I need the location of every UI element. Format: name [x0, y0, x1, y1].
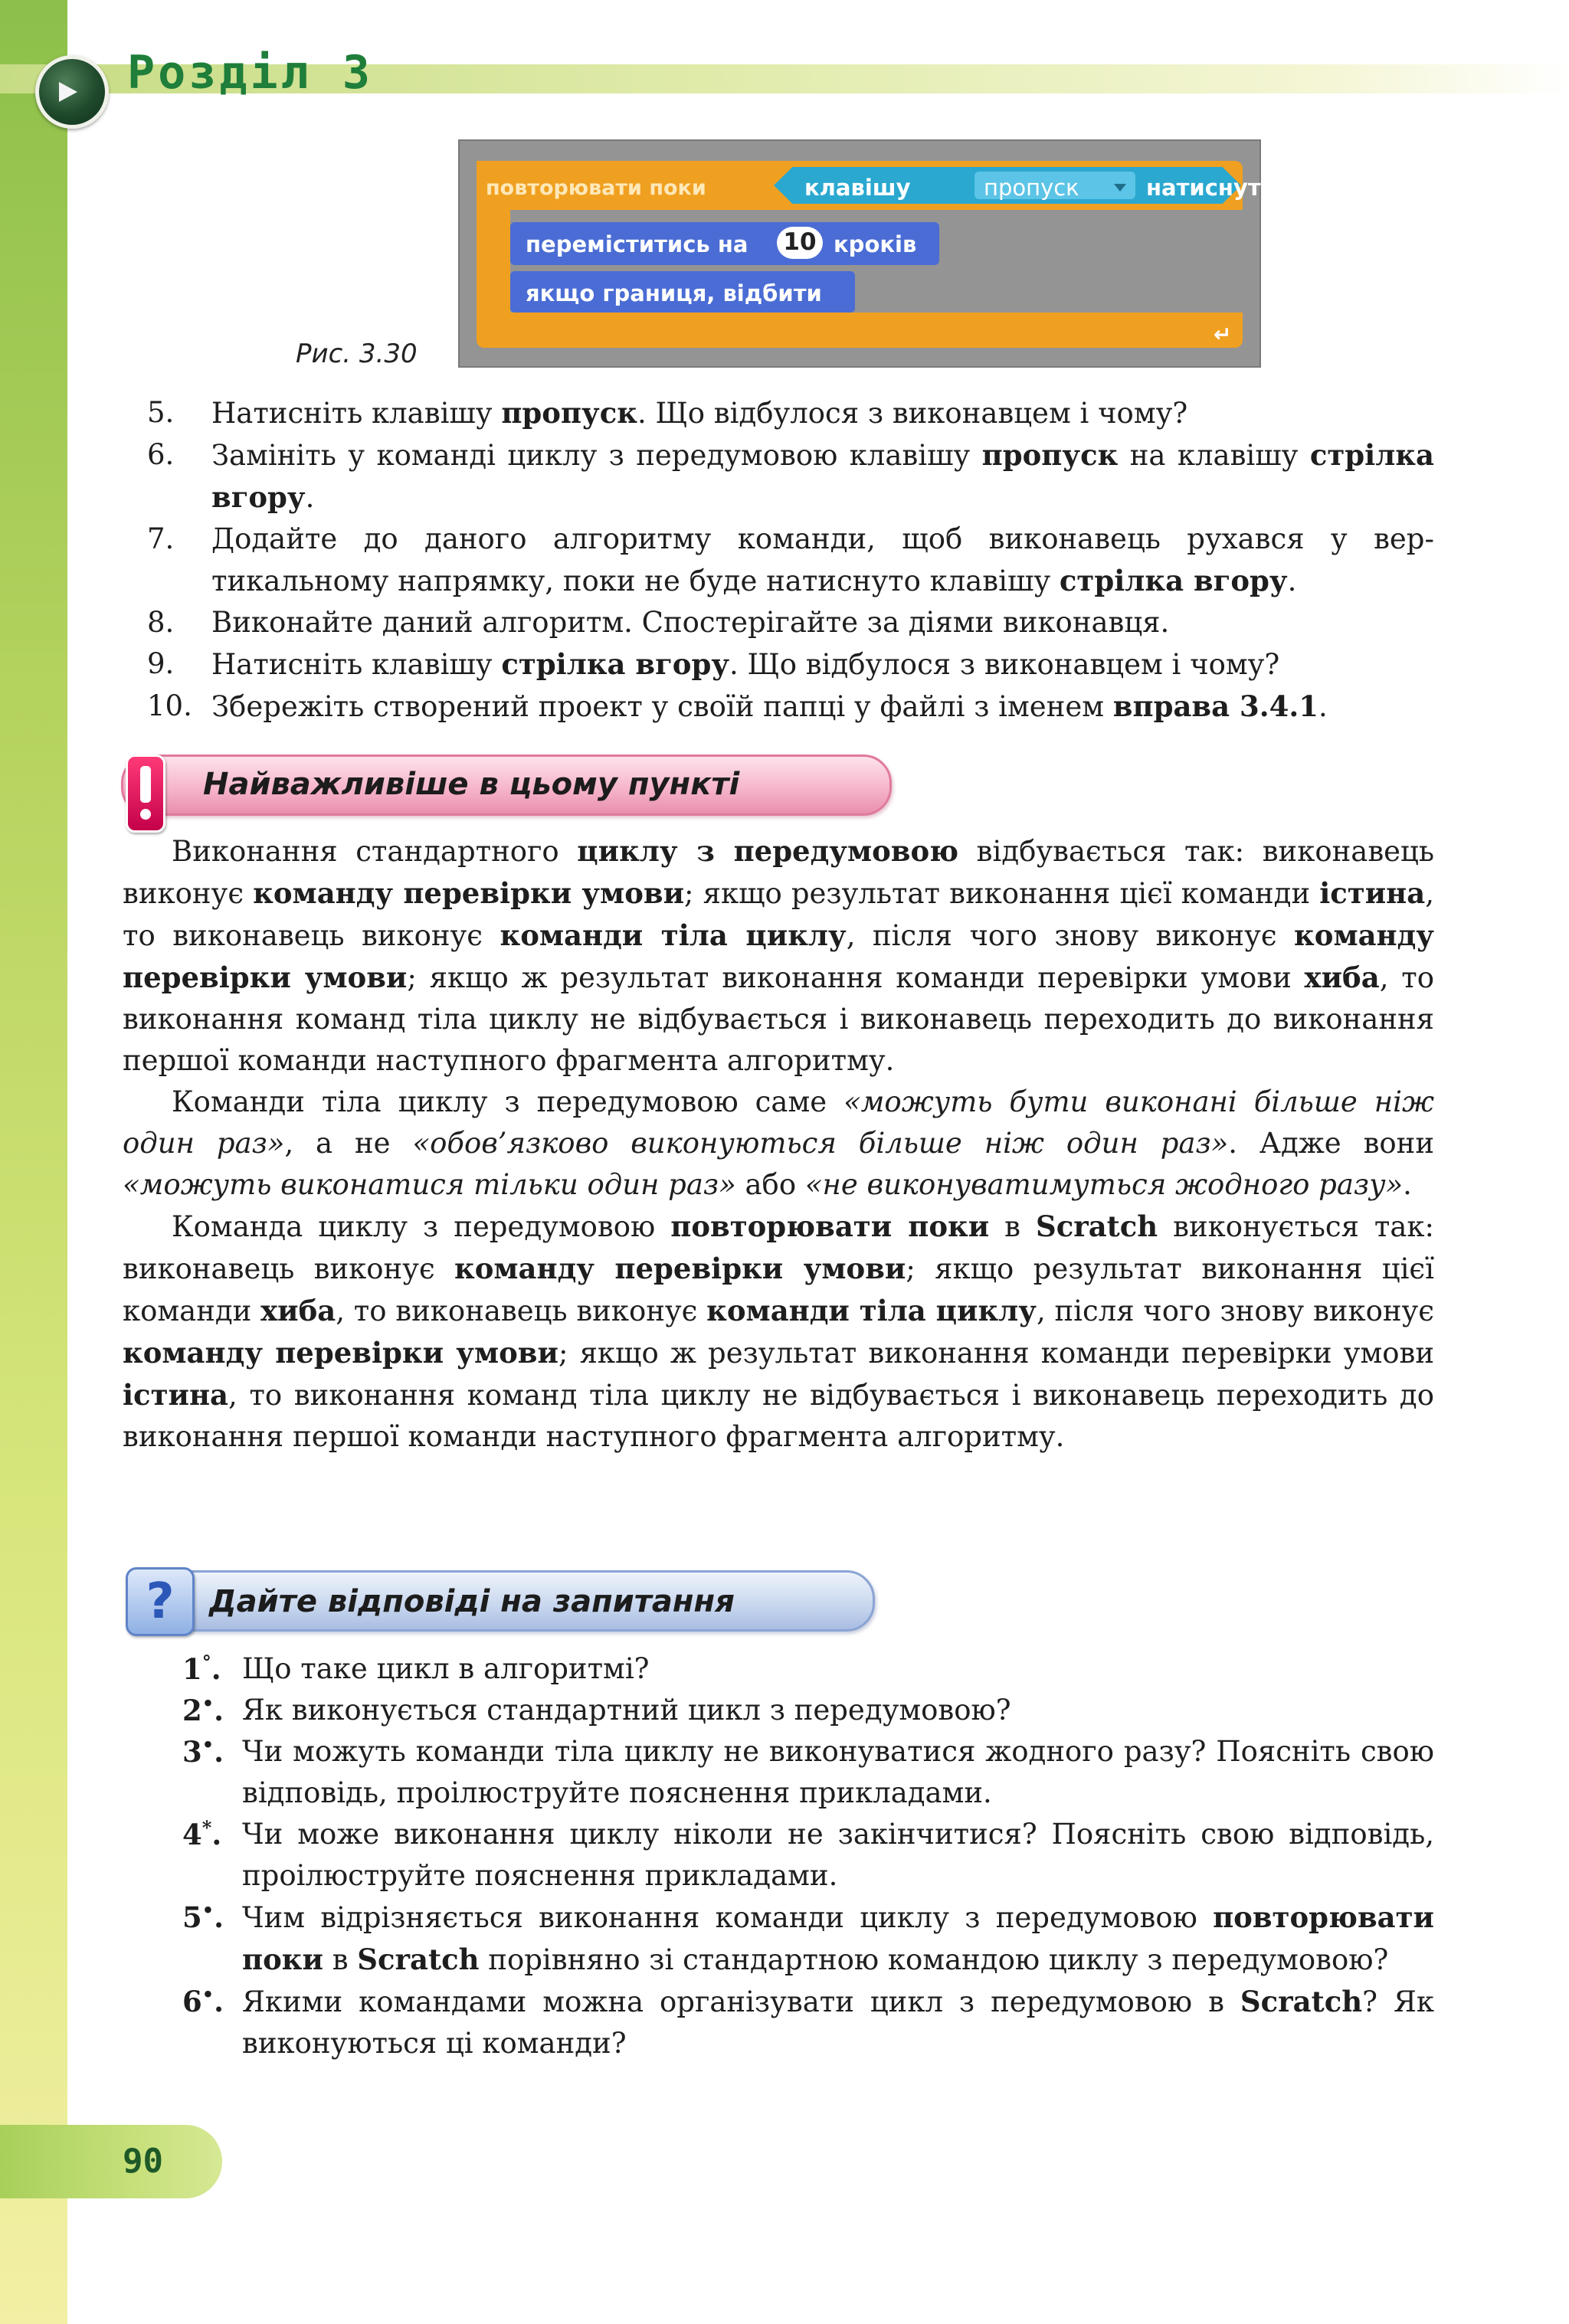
paragraph: Команда циклу з передумовою повторювати поки в Scratch виконується так: виконавець виконує команду перевірки умови; якщо результат виконання цієї команди хиба, то виконавець виконує команди тіла циклу, після чого знову виконує команду перевірки умови; якщо ж результат виконання команди перевірки умови істина, то виконання команд тіла циклу не відбувається і виконавець переходить до виконання першої команди наступного фрагмента алгоритму.: [123, 1209, 1435, 1453]
move-value: 10: [783, 228, 817, 256]
chapter-title: Розділ 3: [127, 46, 373, 100]
question-item: 2•. Як виконується стандартний цикл з передумовою?: [182, 1692, 1011, 1727]
left-color-bar: [0, 0, 67, 2324]
step-item: 5. Натисніть клавішу пропуск. Що відбулося з виконавцем і чому?: [147, 396, 1188, 430]
key-value: пропуск: [984, 175, 1079, 201]
page-number-tab: [0, 2125, 222, 2198]
questions-list: [182, 1648, 1434, 2064]
page-number: 90: [123, 2142, 163, 2181]
steps-list: [147, 392, 1434, 728]
question-item: 6•. Якими командами можна організувати цикл з передумовою в Scratch? Як виконуються ці команди?: [182, 1983, 1434, 2060]
step-item: 6. Замініть у команді циклу з передумовою клавішу пропуск на клавішу стрілка вгору.: [147, 438, 1434, 514]
figure-caption: Рис. 3.30: [296, 339, 418, 369]
questions-title: Дайте відповіді на запитання: [209, 1584, 735, 1619]
important-header: [121, 754, 892, 816]
step-item: 8. Виконайте даний алгоритм. Спостерігайте за діями виконавця.: [147, 606, 1170, 639]
question-item: 4*. Чи може виконання циклу ніколи не закінчитися? Поясніть свою відповідь, проілюструйте пояснення прикладами.: [182, 1816, 1434, 1892]
scratch-figure: [458, 139, 1289, 368]
step-item: 7. Додайте до даного алгоритму команди, щоб виконавець рухався у вертикальному напрямку, поки не буде натиснуто клавішу стрілка вгору.: [147, 522, 1434, 597]
exclamation-icon: [126, 754, 165, 833]
loop-label: повторювати поки: [486, 176, 706, 200]
question-item: 3•. Чи можуть команди тіла циклу не виконуватися жодного разу? Поясніть свою відповідь, проілюструйте пояснення прикладами.: [182, 1733, 1434, 1809]
questions-header: [130, 1570, 875, 1632]
important-body: [123, 830, 1434, 1458]
question-item: 1°. Що таке цикл в алгоритмі?: [182, 1651, 650, 1686]
loop-arrow-icon: ↵: [1214, 322, 1232, 347]
question-item: 5•. Чим відрізняється виконання команди циклу з передумовою повторювати поки в Scratch порівняно зі стандартною командою циклу з передумовою?: [182, 1899, 1434, 1976]
paragraph: Команди тіла циклу з передумовою саме «можуть бути виконані більше ніж один раз», а не «обов’язково виконуються більше ніж один раз». Адже вони «можуть виконатися тільки один раз» або «не виконуватимуться жодного разу».: [123, 1085, 1434, 1201]
paragraph: Виконання стандартного циклу з передумовою відбувається так: виконавець виконує команду перевірки умови; якщо результат виконання цієї команди істина, то виконавець виконує команди тіла циклу, після чого знову виконує команду перевірки умови; якщо ж результат виконання команди перевірки умови хиба, то виконання команд тіла циклу не відбувається і виконавець переходить до виконання першої команди наступного фрагмента алгоритму.: [123, 834, 1434, 1077]
sensing-prefix: клавішу: [804, 175, 911, 201]
step-item: 10. Збережіть створений проект у своїй папці у файлі з іменем вправа 3.4.1.: [147, 689, 1328, 723]
dropdown-arrow-icon: [1114, 184, 1126, 191]
chapter-arrow-icon: [35, 55, 109, 129]
move-suffix: кроків: [834, 231, 917, 257]
loop-block-bottom: [477, 313, 1243, 348]
sensing-suffix: натиснуто?: [1146, 175, 1289, 201]
question-icon: ?: [126, 1567, 195, 1636]
step-item: 9. Натисніть клавішу стрілка вгору. Що відбулося з виконавцем і чому?: [147, 647, 1280, 681]
bounce-label: якщо границя, відбити: [526, 280, 822, 306]
important-title: Найважливіше в цьому пункті: [203, 767, 740, 802]
move-prefix: переміститись на: [526, 231, 748, 257]
